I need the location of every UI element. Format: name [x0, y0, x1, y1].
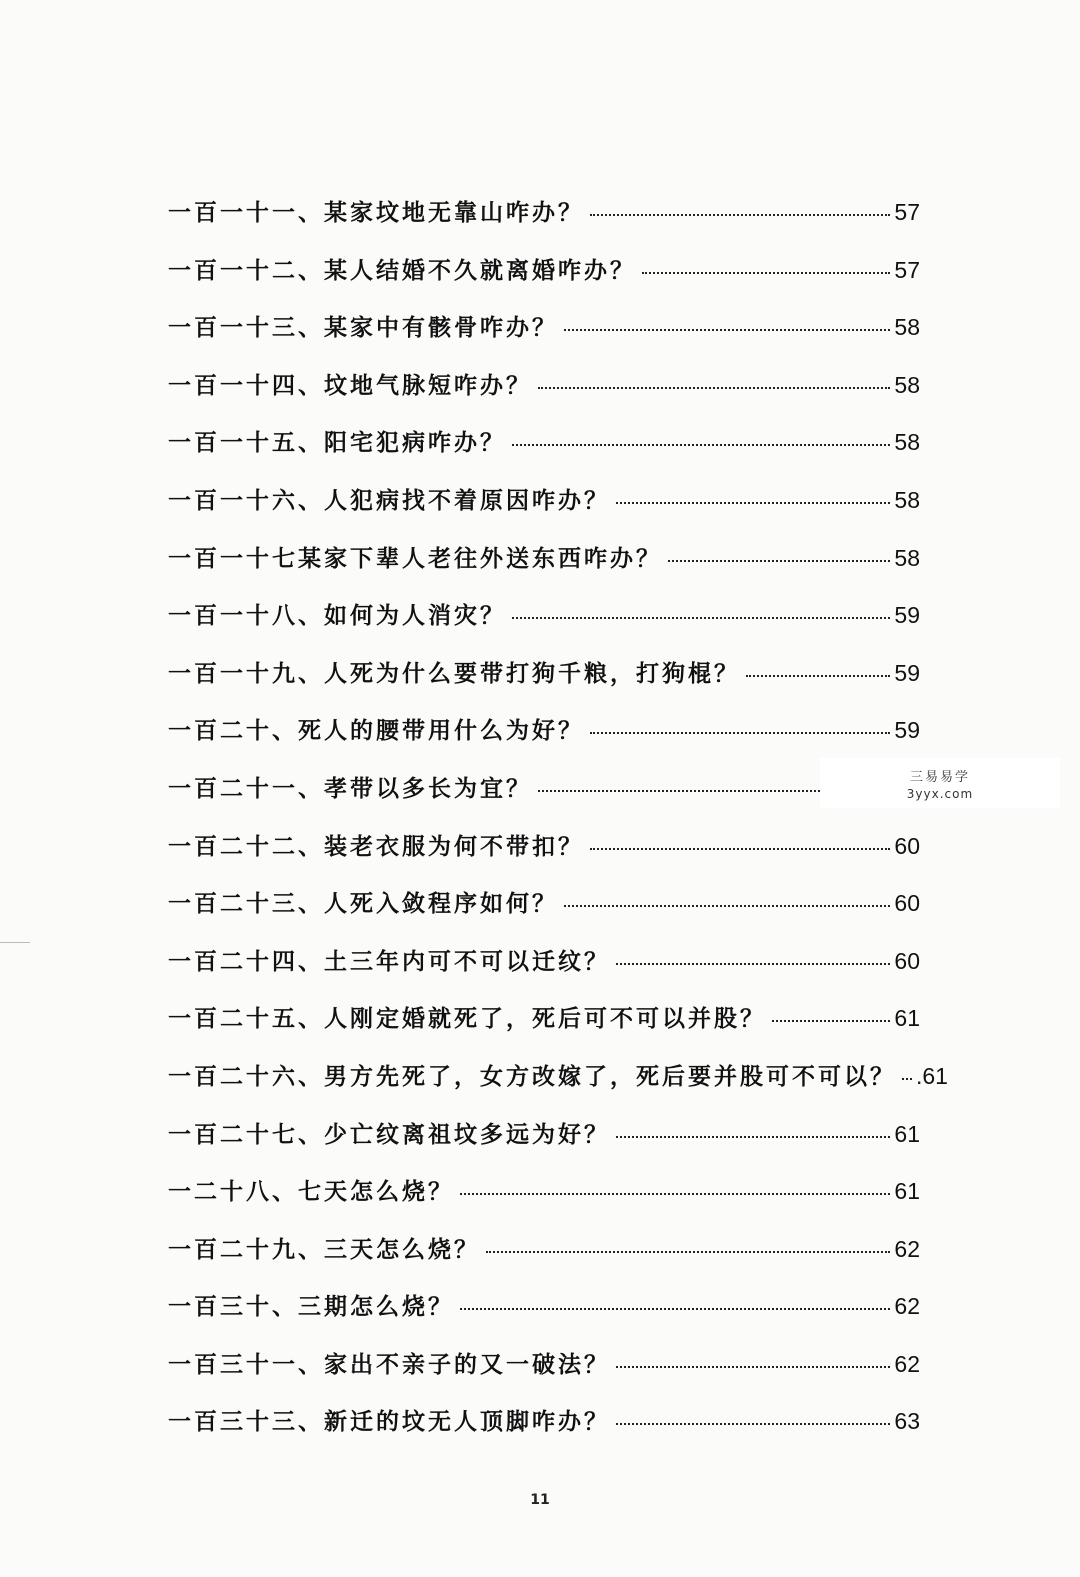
toc-entry[interactable] — [168, 1346, 920, 1404]
toc-entry-page: 61 — [894, 1005, 920, 1032]
toc-entry[interactable] — [168, 655, 920, 713]
toc-entry[interactable] — [168, 194, 920, 252]
watermark-site-name: 三易易学 — [909, 770, 970, 785]
toc-entry-title: 一百三十、三期怎么烧？ — [168, 1293, 454, 1321]
toc-entry-title: 一百二十五、人刚定婚就死了，死后可不可以并股？ — [168, 1005, 766, 1033]
toc-entry[interactable] — [168, 367, 920, 425]
toc-entry-title: 一百一十八、如何为人消灾？ — [168, 602, 506, 630]
toc-entry-page: 62 — [894, 1235, 920, 1262]
toc-entry-title: 一百一十七某家下辈人老往外送东西咋办？ — [168, 544, 662, 572]
page-number: 11 — [530, 1492, 550, 1508]
toc-entry-title: 一百一十九、人死为什么要带打狗千粮，打狗棍？ — [168, 659, 740, 687]
toc-leader-dots — [616, 502, 890, 504]
toc-entry-page: 61 — [894, 1120, 920, 1147]
toc-entry-title: 一百一十一、某家坟地无靠山咋办？ — [168, 199, 584, 226]
toc-entry-page: 58 — [894, 314, 920, 341]
toc-entry-title: 一百二十四、土三年内可不可以迁纹？ — [168, 947, 610, 975]
toc-entry[interactable] — [168, 1288, 920, 1346]
toc-entry-title: 一百一十四、坟地气脉短咋办？ — [168, 371, 532, 399]
toc-entry-title: 一百二十一、孝带以多长为宜？ — [168, 774, 532, 802]
toc-entry-title: 一百二十六、男方先死了，女方改嫁了，死后要并股可不可以？ — [168, 1062, 896, 1090]
toc-entry-title: 一百一十三、某家中有骸骨咋办？ — [168, 314, 558, 342]
toc-leader-dots — [590, 848, 890, 850]
toc-leader-dots — [902, 1078, 912, 1080]
toc-entry-page: 57 — [894, 199, 920, 225]
toc-leader-dots — [460, 1308, 890, 1310]
watermark-site-url: 3yyx.com — [906, 787, 974, 801]
toc-entry[interactable] — [168, 1000, 920, 1058]
toc-entry-title: 一百二十二、装老衣服为何不带扣？ — [168, 832, 584, 860]
toc-entry[interactable] — [168, 1231, 920, 1289]
toc-leader-dots — [772, 1020, 890, 1022]
toc-entry-title: 一百二十七、少亡纹离祖坟多远为好？ — [168, 1120, 610, 1148]
toc-leader-dots — [642, 272, 890, 274]
toc-entry-page: 58 — [894, 371, 920, 398]
toc-entry-page: 58 — [894, 486, 920, 513]
toc-entry-page: 59 — [894, 659, 920, 686]
toc-entry-page: 59 — [894, 602, 920, 629]
toc-entry-title: 一二十八、七天怎么烧？ — [168, 1178, 454, 1206]
toc-leader-dots — [616, 1366, 890, 1368]
toc-entry[interactable] — [168, 424, 920, 482]
toc-entry[interactable] — [168, 309, 920, 367]
watermark — [820, 758, 1060, 808]
toc-entry[interactable] — [168, 540, 920, 598]
toc-leader-dots — [746, 675, 890, 677]
toc-entry-title: 一百二十、死人的腰带用什么为好？ — [168, 717, 584, 745]
toc-entry-title: 一百三十三、新迁的坟无人顶脚咋办？ — [168, 1408, 610, 1436]
toc-entry-page: 57 — [894, 256, 920, 283]
toc-leader-dots — [564, 905, 890, 907]
toc-entry[interactable] — [168, 885, 920, 943]
toc-entry-page: 60 — [894, 947, 920, 974]
toc-leader-dots — [512, 444, 890, 446]
toc-entry-page: 63 — [894, 1408, 920, 1435]
toc-entry-page: 58 — [894, 429, 920, 456]
margin-mark — [0, 942, 30, 943]
toc-leader-dots — [616, 1136, 890, 1138]
toc-leader-dots — [590, 214, 890, 216]
toc-entry-title: 一百三十一、家出不亲子的又一破法？ — [168, 1350, 610, 1378]
toc-entry[interactable] — [168, 1058, 948, 1116]
toc-entry-title: 一百二十三、人死入敛程序如何？ — [168, 890, 558, 918]
toc-leader-dots — [616, 1423, 890, 1425]
toc-entry-page: 61 — [894, 1178, 920, 1205]
toc-leader-dots — [512, 617, 890, 619]
toc-leader-dots — [460, 1193, 890, 1195]
toc-entry-title: 一百一十二、某人结婚不久就离婚咋办？ — [168, 256, 636, 284]
toc-leader-dots — [590, 732, 890, 734]
toc-entry[interactable] — [168, 252, 920, 310]
toc-entry[interactable] — [168, 482, 920, 540]
toc-entry-page: 60 — [894, 890, 920, 917]
toc-entry-title: 一百二十九、三天怎么烧？ — [168, 1235, 480, 1263]
toc-entry-title: 一百一十五、阳宅犯病咋办？ — [168, 429, 506, 457]
toc-entry-page: 62 — [894, 1293, 920, 1320]
toc-entry[interactable] — [168, 770, 920, 828]
toc-leader-dots — [616, 963, 890, 965]
toc-entry[interactable] — [168, 597, 920, 655]
toc-entry[interactable] — [168, 943, 920, 1001]
toc-entry-title: 一百一十六、人犯病找不着原因咋办？ — [168, 486, 610, 514]
toc-leader-dots — [538, 387, 890, 389]
toc-entry-page: 60 — [894, 832, 920, 859]
toc-entry-page: 62 — [894, 1350, 920, 1377]
toc-entry-page: .61 — [916, 1062, 948, 1089]
toc-entry[interactable] — [168, 828, 920, 886]
toc-entry[interactable] — [168, 1173, 920, 1231]
toc-entry[interactable] — [168, 712, 920, 770]
toc-entry-page: 58 — [894, 544, 920, 571]
toc-leader-dots — [486, 1251, 890, 1253]
toc-entry[interactable] — [168, 1403, 920, 1461]
toc-leader-dots — [668, 560, 890, 562]
toc-entry[interactable] — [168, 1116, 920, 1174]
toc-entry-page: 59 — [894, 717, 920, 744]
toc-leader-dots — [564, 329, 890, 331]
